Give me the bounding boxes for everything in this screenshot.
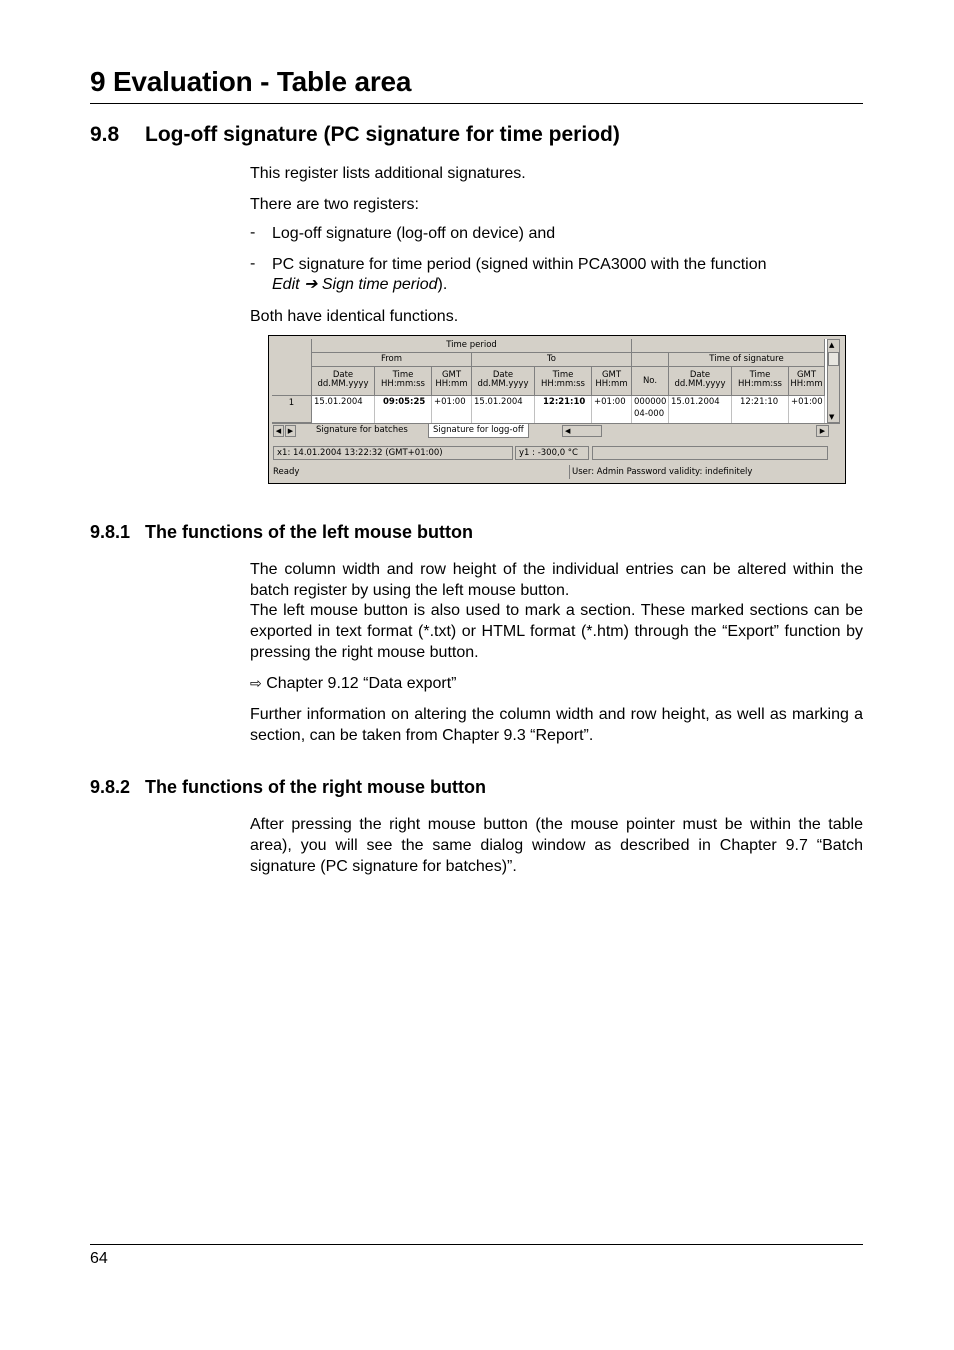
- bullet-line-2: [272, 275, 863, 295]
- col-header-sig-date[interactable]: [669, 367, 732, 396]
- tab-signature-for-logoff[interactable]: Signature for logg-off: [428, 424, 529, 438]
- empty-field: [592, 446, 828, 460]
- app-screenshot: [268, 335, 846, 484]
- col-header-from-gmt[interactable]: [432, 367, 472, 396]
- col-header-to-time[interactable]: [535, 367, 592, 396]
- col-format: HH:mm: [435, 379, 468, 389]
- table-cell[interactable]: 15.01.2004: [669, 396, 732, 423]
- col-label: Time: [749, 370, 771, 380]
- arrow-right-icon: ⇨: [250, 675, 262, 691]
- col-label: Time: [552, 370, 574, 380]
- corner-cell: [272, 339, 312, 396]
- table-cell[interactable]: 12:21:10: [732, 396, 789, 423]
- table-cell[interactable]: +01:00: [789, 396, 825, 423]
- bullet-dash: -: [250, 224, 256, 241]
- header-to: To: [472, 353, 632, 367]
- cursor-x-field: x1: 14.01.2004 13:22:32 (GMT+01:00): [273, 446, 513, 460]
- col-label: GMT: [796, 370, 817, 380]
- row-index[interactable]: 1: [272, 396, 312, 423]
- header-blank: [632, 339, 825, 353]
- section-heading: [90, 123, 620, 147]
- cell-line: 04-000: [634, 409, 665, 419]
- header-blank-2: [632, 353, 669, 367]
- cursor-y-field: y1 : -300,0 °C: [515, 446, 589, 460]
- scroll-thumb[interactable]: [828, 352, 839, 366]
- col-label: Time: [392, 370, 414, 380]
- subsection-number: 9.8.1: [90, 522, 131, 542]
- table-cell[interactable]: 15.01.2004: [472, 396, 535, 423]
- bullet-dash: -: [250, 255, 256, 272]
- sheet-tabs: [272, 423, 840, 439]
- subsection-heading: [90, 522, 473, 543]
- bullet-item: [272, 255, 863, 295]
- bullet-line-1: PC signature for time period (signed within PCA3000 with the function: [272, 256, 767, 273]
- intro-text: This register lists additional signatures.: [250, 165, 526, 182]
- section-title: Log-off signature (PC signature for time period): [145, 123, 620, 146]
- table-cell[interactable]: 12:21:10: [535, 396, 592, 423]
- subsection-title: The functions of the left mouse button: [145, 522, 473, 542]
- table-cell[interactable]: +01:00: [432, 396, 472, 423]
- subsection-heading: [90, 777, 486, 798]
- tab-prev-icon[interactable]: ◀: [273, 425, 284, 437]
- vertical-scrollbar[interactable]: [827, 339, 840, 423]
- bullet-item: Log-off signature (log-off on device) and: [272, 225, 556, 242]
- tab-signature-for-batches[interactable]: Signature for batches: [316, 425, 408, 435]
- col-format: HH:mm:ss: [381, 379, 425, 389]
- signature-table: [272, 339, 840, 423]
- cross-reference-text[interactable]: Chapter 9.12 “Data export”: [266, 675, 457, 692]
- col-header-no[interactable]: No.: [632, 367, 669, 396]
- col-header-to-gmt[interactable]: [592, 367, 632, 396]
- table-cell[interactable]: [632, 396, 669, 423]
- paragraph: After pressing the right mouse button (the mouse pointer must be within the table area), you will see the same dialog window as described in Chapter 9.7 “Batch signature (PC signature for batches)”.: [250, 816, 863, 875]
- chapter-title: 9 Evaluation - Table area: [90, 66, 412, 97]
- cross-reference: [250, 673, 863, 694]
- section-number: 9.8: [90, 123, 120, 146]
- group-header-time-period: Time period: [312, 339, 632, 353]
- col-header-sig-time[interactable]: [732, 367, 789, 396]
- col-format: dd.MM.yyyy: [317, 379, 369, 389]
- col-format: HH:mm:ss: [738, 379, 782, 389]
- bullet-line-end: ).: [437, 276, 448, 293]
- h-scroll-right-icon[interactable]: ▶: [816, 425, 829, 437]
- col-header-from-time[interactable]: [375, 367, 432, 396]
- scroll-down-icon[interactable]: ▼: [829, 413, 835, 421]
- col-format: HH:mm:ss: [541, 379, 585, 389]
- col-format: dd.MM.yyyy: [477, 379, 529, 389]
- paragraph: Further information on altering the column width and row height, as well as marking a section, can be taken from Chapter 9.3 “Report”.: [250, 706, 863, 744]
- paragraph: The column width and row height of the individual entries can be altered within the batch register by using the left mouse button.: [250, 561, 863, 599]
- status-ready: Ready: [273, 467, 300, 477]
- header-from: From: [312, 353, 472, 367]
- tab-next-icon[interactable]: ▶: [285, 425, 296, 437]
- col-header-from-date[interactable]: [312, 367, 375, 396]
- status-user: User: Admin Password validity: indefinitely: [569, 465, 842, 479]
- col-label: GMT: [441, 370, 462, 380]
- col-format: dd.MM.yyyy: [674, 379, 726, 389]
- cell-line: 000000: [634, 397, 667, 407]
- footer-rule: [90, 1244, 863, 1245]
- col-label: Date: [689, 370, 711, 380]
- menu-path: Edit ➔ Sign time period: [272, 276, 438, 293]
- col-header-sig-gmt[interactable]: [789, 367, 825, 396]
- two-registers-text: There are two registers:: [250, 196, 419, 213]
- page-number: 64: [90, 1250, 108, 1267]
- table-cell[interactable]: 09:05:25: [375, 396, 432, 423]
- col-format: HH:mm: [790, 379, 823, 389]
- paragraph: The left mouse button is also used to mark a section. These marked sections can be exported in text format (*.txt) or HTML format (*.htm) through the “Export” function by pressing the right mouse button.: [250, 602, 863, 661]
- scroll-up-icon[interactable]: ▲: [829, 341, 835, 349]
- header-rule: [90, 103, 863, 104]
- col-label: Date: [332, 370, 354, 380]
- subsection-number: 9.8.2: [90, 777, 131, 797]
- col-label: GMT: [601, 370, 622, 380]
- col-header-to-date[interactable]: [472, 367, 535, 396]
- col-label: Date: [492, 370, 514, 380]
- both-identical-text: Both have identical functions.: [250, 308, 459, 325]
- h-scroll-left-icon[interactable]: ◀: [562, 425, 602, 437]
- table-cell[interactable]: +01:00: [592, 396, 632, 423]
- subsection-title: The functions of the right mouse button: [145, 777, 486, 797]
- header-time-of-signature: Time of signature: [669, 353, 825, 367]
- col-format: HH:mm: [595, 379, 628, 389]
- table-cell[interactable]: 15.01.2004: [312, 396, 375, 423]
